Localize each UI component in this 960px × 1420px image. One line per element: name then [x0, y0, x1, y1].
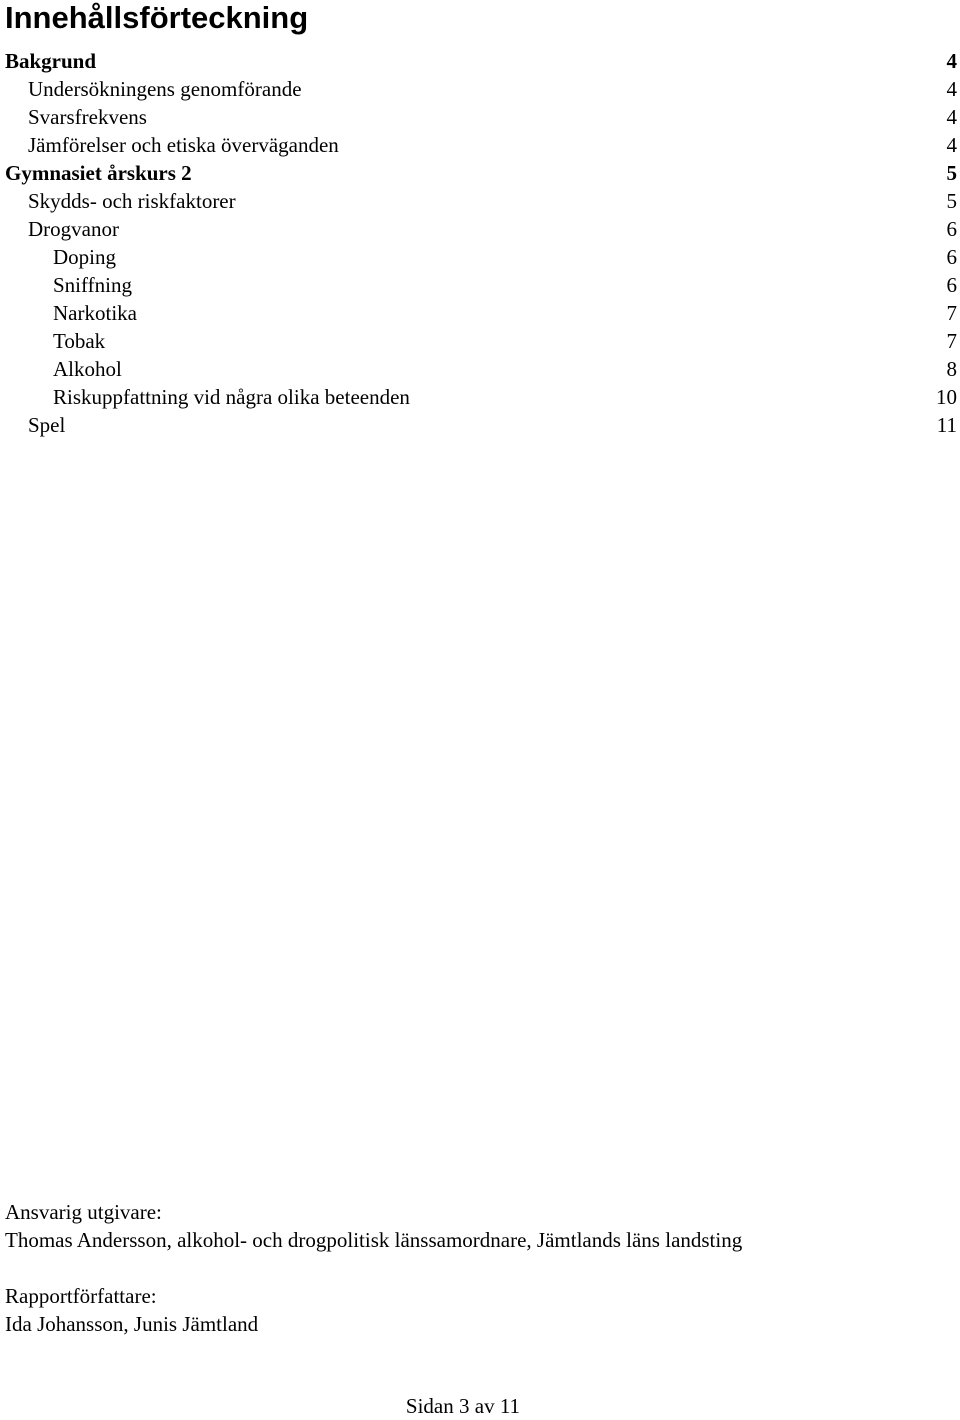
toc-entry [0, 383, 960, 411]
toc-entry-page-number: 7 [946, 301, 957, 325]
toc-entry-page-number: 4 [946, 49, 957, 73]
publisher-label: Ansvarig utgivare: [5, 1200, 162, 1224]
toc-entry-page-number: 6 [946, 273, 957, 297]
toc-entry [0, 131, 960, 159]
publisher-name: Thomas Andersson, alkohol- och drogpolitisk länssamordnare, Jämtlands läns landsting [5, 1228, 743, 1252]
toc-entry-page-number: 5 [946, 189, 957, 213]
toc-entry [0, 327, 960, 355]
table-of-contents [0, 47, 960, 439]
toc-entry-page-number: 11 [936, 413, 957, 437]
toc-entry-page-number: 4 [946, 77, 957, 101]
page-number-text: Sidan 3 av 11 [405, 1394, 521, 1418]
toc-entry-label: Drogvanor [28, 217, 119, 241]
toc-entry-page-number: 8 [946, 357, 957, 381]
toc-entry-page-number: 4 [946, 105, 957, 129]
toc-entry-page-number: 7 [946, 329, 957, 353]
toc-entry [0, 299, 960, 327]
toc-entry-label: Spel [28, 413, 66, 437]
toc-entry-label: Sniffning [53, 273, 132, 297]
toc-entry-label: Jämförelser och etiska överväganden [28, 133, 339, 157]
toc-entry-page-number: 5 [946, 161, 957, 185]
toc-entry-page-number: 4 [946, 133, 957, 157]
page-footer [0, 1392, 960, 1420]
page-title: Innehållsförteckning [5, 0, 309, 35]
toc-entry [0, 411, 960, 439]
credits-section [5, 1198, 742, 1338]
toc-entry-label: Bakgrund [5, 49, 97, 73]
toc-entry-label: Svarsfrekvens [28, 105, 147, 129]
toc-entry [0, 47, 960, 75]
toc-entry-label: Riskuppfattning vid några olika beteenden [53, 385, 410, 409]
toc-entry-label: Skydds- och riskfaktorer [28, 189, 236, 213]
toc-entry [0, 75, 960, 103]
toc-entry [0, 271, 960, 299]
author-label: Rapportförfattare: [5, 1284, 157, 1308]
toc-entry [0, 355, 960, 383]
toc-entry-label: Doping [53, 245, 116, 269]
toc-entry-label: Gymnasiet årskurs 2 [5, 161, 192, 185]
toc-entry-page-number: 6 [946, 217, 957, 241]
spacer [5, 1254, 742, 1282]
toc-entry [0, 103, 960, 131]
toc-entry-page-number: 6 [946, 245, 957, 269]
toc-entry-label: Narkotika [53, 301, 137, 325]
author-name: Ida Johansson, Junis Jämtland [5, 1312, 259, 1336]
toc-entry [0, 159, 960, 187]
toc-entry-label: Alkohol [53, 357, 122, 381]
toc-entry [0, 243, 960, 271]
toc-entry [0, 187, 960, 215]
toc-entry-label: Undersökningens genomförande [28, 77, 302, 101]
toc-entry-label: Tobak [53, 329, 106, 353]
toc-entry-page-number: 10 [936, 385, 957, 409]
toc-entry [0, 215, 960, 243]
